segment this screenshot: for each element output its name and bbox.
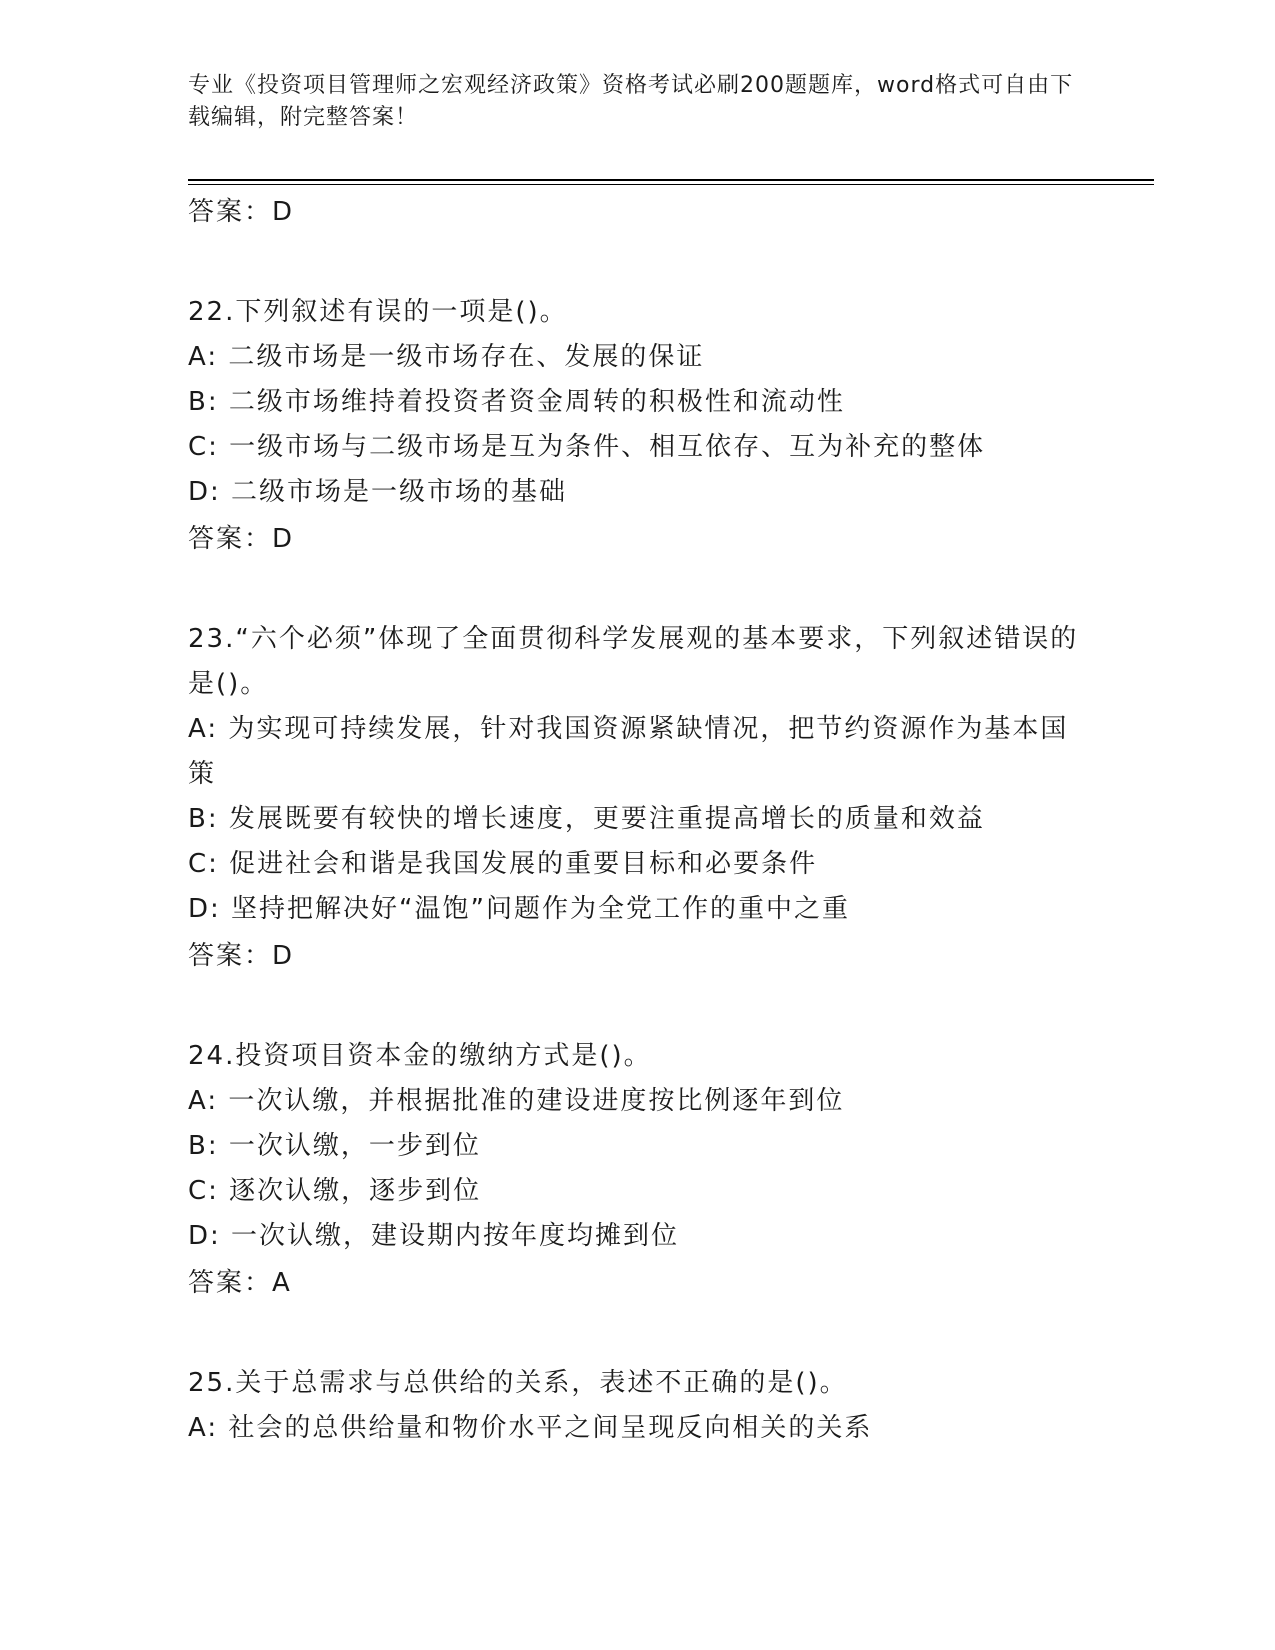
option-c: C: 一级市场与二级市场是互为条件、相互依存、互为补充的整体	[188, 432, 986, 462]
header-divider-thin	[188, 184, 1154, 185]
question-stem: 24.投资项目资本金的缴纳方式是()。	[188, 1041, 652, 1071]
answer-line: 答案：D	[188, 197, 295, 227]
option-d: D: 坚持把解决好“温饱”问题作为全党工作的重中之重	[188, 894, 850, 924]
question-24	[188, 1034, 1088, 1307]
question-stem: 23.“六个必须”体现了全面贯彻科学发展观的基本要求，下列叙述错误的是()。	[188, 624, 1079, 699]
answer-line: 答案：A	[188, 1268, 292, 1298]
header-divider	[188, 179, 1154, 181]
answer-line: 答案：D	[188, 941, 295, 971]
question-stem: 22.下列叙述有误的一项是()。	[188, 297, 568, 327]
option-c: C: 促进社会和谐是我国发展的重要目标和必要条件	[188, 849, 818, 879]
option-c: C: 逐次认缴，逐步到位	[188, 1176, 482, 1206]
option-d: D: 一次认缴，建设期内按年度均摊到位	[188, 1221, 680, 1251]
option-a: A: 社会的总供给量和物价水平之间呈现反向相关的关系	[188, 1413, 873, 1443]
option-b: B: 二级市场维持着投资者资金周转的积极性和流动性	[188, 387, 845, 417]
question-23	[188, 617, 1088, 980]
option-d: D: 二级市场是一级市场的基础	[188, 477, 568, 507]
question-22	[188, 290, 1088, 563]
question-stem: 25.关于总需求与总供给的关系，表述不正确的是()。	[188, 1368, 848, 1398]
option-a: A: 为实现可持续发展，针对我国资源紧缺情况，把节约资源作为基本国策	[188, 714, 1069, 789]
question-list	[188, 188, 1088, 1451]
option-a: A: 二级市场是一级市场存在、发展的保证	[188, 342, 705, 372]
option-a: A: 一次认缴，并根据批准的建设进度按比例逐年到位	[188, 1086, 845, 1116]
answer-line: 答案：D	[188, 524, 295, 554]
option-b: B: 发展既要有较快的增长速度，更要注重提高增长的质量和效益	[188, 804, 985, 834]
question-25	[188, 1361, 1088, 1451]
option-b: B: 一次认缴，一步到位	[188, 1131, 481, 1161]
document-header: 专业《投资项目管理师之宏观经济政策》资格考试必刷200题题库，word格式可自由下载编辑，附完整答案！	[188, 73, 1074, 130]
